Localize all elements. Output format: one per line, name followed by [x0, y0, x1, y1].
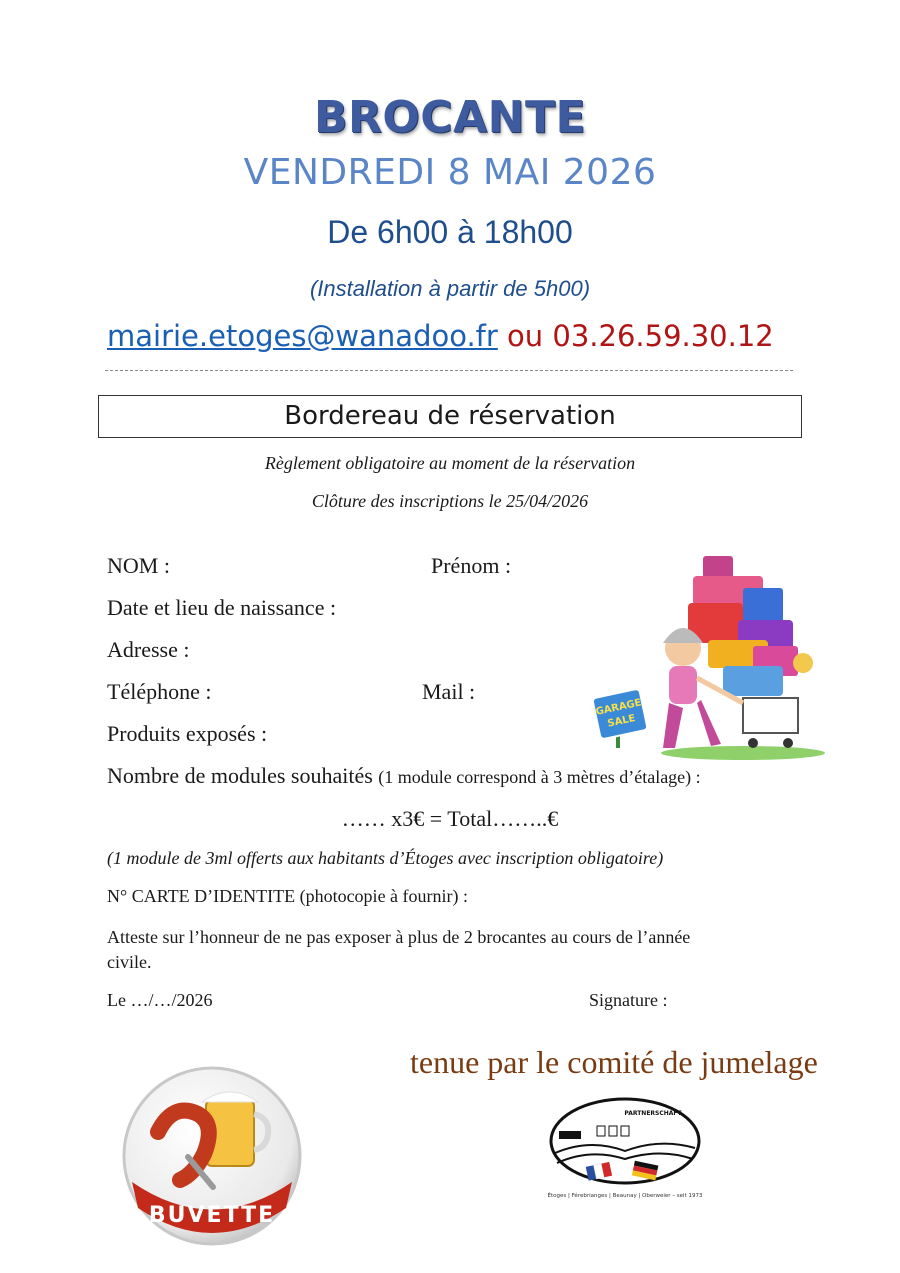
signature-label: Signature :	[589, 990, 668, 1010]
attest-line-1: Atteste sur l’honneur de ne pas exposer à plus de 2 brocantes au cours de l’année	[107, 927, 691, 947]
event-date: VENDREDI 8 MAI 2026	[243, 152, 657, 193]
phone-label: Téléphone :	[107, 679, 212, 704]
form-title-box	[98, 395, 802, 438]
coat-of-arms-icon	[597, 1126, 605, 1136]
buvette-badge	[118, 1062, 306, 1250]
products-label: Produits exposés :	[107, 721, 268, 746]
birth-label: Date et lieu de naissance :	[107, 595, 337, 620]
installation-note: (Installation à partir de 5h00)	[309, 276, 591, 301]
towns-label: Étoges | Férebrianges | Beaunay | Oberweier – seit 1973	[547, 1193, 703, 1199]
date-line: Le …/…/2026	[107, 990, 213, 1010]
prenom-label: Prénom :	[431, 553, 512, 578]
mail-label: Mail :	[422, 679, 476, 704]
payment-note: Règlement obligatoire au moment de la réservation	[264, 453, 636, 473]
contact-or: ou	[507, 319, 544, 353]
sign-line-1: GARAGE	[594, 697, 643, 718]
offer-note: (1 module de 3ml offerts aux habitants d’Étoges avec inscription obligatoire)	[107, 848, 664, 868]
form-title: Bordereau de réservation	[284, 401, 616, 431]
email-link[interactable]: mairie.etoges@wanadoo.fr	[107, 319, 498, 353]
total-line: …… x3€ = Total……..€	[341, 806, 559, 831]
jumelage-logo	[545, 1093, 705, 1203]
event-title: BROCANTE	[313, 92, 587, 143]
modules-note: (1 module correspond à 3 mètres d’étalage) :	[378, 767, 701, 787]
attest-line-2: civile.	[107, 952, 152, 972]
address-label: Adresse :	[107, 637, 190, 662]
modules-label: Nombre de modules souhaités	[107, 763, 373, 788]
dashed-divider	[105, 370, 793, 371]
nom-label: NOM :	[107, 553, 170, 578]
partnership-label: PARTNERSCHAFT	[624, 1110, 682, 1117]
sign-line-2: SALE	[606, 713, 637, 730]
tenue-text: tenue par le comité de jumelage	[410, 1044, 818, 1080]
id-card-label: N° CARTE D’IDENTITE (photocopie à fournir) :	[107, 886, 469, 906]
modules-line	[107, 763, 701, 789]
closing-note: Clôture des inscriptions le 25/04/2026	[311, 491, 589, 511]
phone-number: 03.26.59.30.12	[552, 319, 774, 353]
buvette-label: BUVETTE	[148, 1203, 276, 1228]
contact-line	[107, 319, 774, 353]
event-hours: De 6h00 à 18h00	[327, 214, 573, 250]
garage-sale-illustration	[593, 548, 828, 763]
handbag-icon	[703, 556, 733, 578]
